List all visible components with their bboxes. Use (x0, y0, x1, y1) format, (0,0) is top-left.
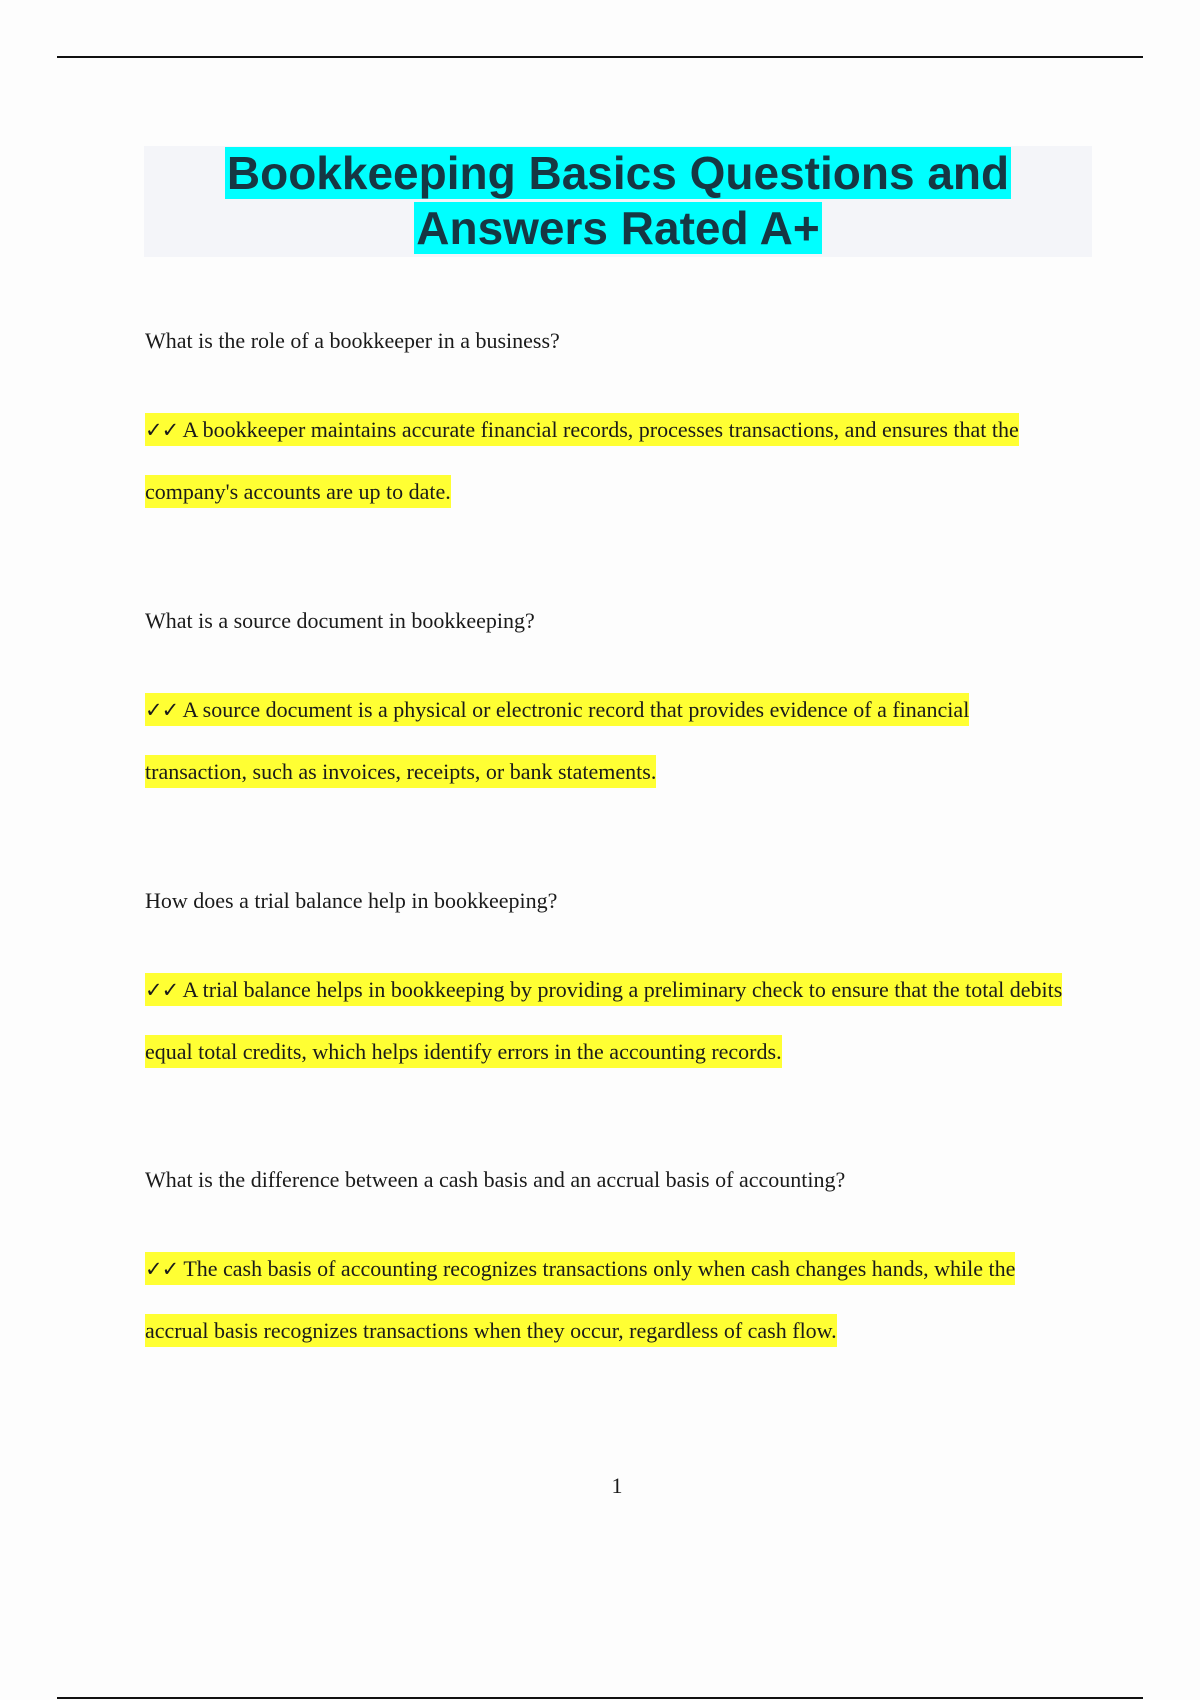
question-text: What is the difference between a cash basis and an accrual basis of accounting? (145, 1167, 846, 1192)
title-line-2: Answers Rated A+ (416, 202, 820, 254)
answer-block (145, 1238, 1075, 1361)
answer-text: The cash basis of accounting recognizes transactions only when cash changes hands, while the accrual basis recognizes transactions when they occur, regardless of cash flow. (145, 1256, 1016, 1343)
question-text: How does a trial balance help in bookkeeping? (145, 888, 558, 913)
double-check-icon: ✓✓ (145, 418, 179, 442)
answer-highlight (145, 693, 969, 788)
answer-text: A trial balance helps in bookkeeping by providing a preliminary check to ensure that the total debits equal total credits, which helps identify errors in the accounting records. (145, 977, 1063, 1064)
double-check-icon: ✓✓ (145, 1257, 179, 1281)
question-text: What is a source document in bookkeeping? (145, 608, 535, 633)
double-check-icon: ✓✓ (145, 698, 179, 722)
answer-block (145, 399, 1075, 522)
answer-highlight (145, 973, 1062, 1068)
answer-highlight (145, 413, 1019, 508)
bottom-rule (57, 1697, 1143, 1699)
top-rule (57, 56, 1143, 58)
title-line-1: Bookkeeping Basics Questions and (226, 147, 1010, 199)
answer-text: A bookkeeper maintains accurate financial records, processes transactions, and ensures that the company's accounts are up to date. (145, 417, 1019, 504)
document-title (144, 146, 1092, 257)
double-check-icon: ✓✓ (145, 978, 179, 1002)
answer-block (145, 679, 1075, 802)
page-number: 1 (611, 1473, 623, 1498)
question-text: What is the role of a bookkeeper in a business? (145, 328, 560, 353)
answer-text: A source document is a physical or electronic record that provides evidence of a financial transaction, such as invoices, receipts, or bank statements. (145, 697, 970, 784)
answer-block (145, 959, 1075, 1082)
answer-highlight (145, 1252, 1015, 1347)
